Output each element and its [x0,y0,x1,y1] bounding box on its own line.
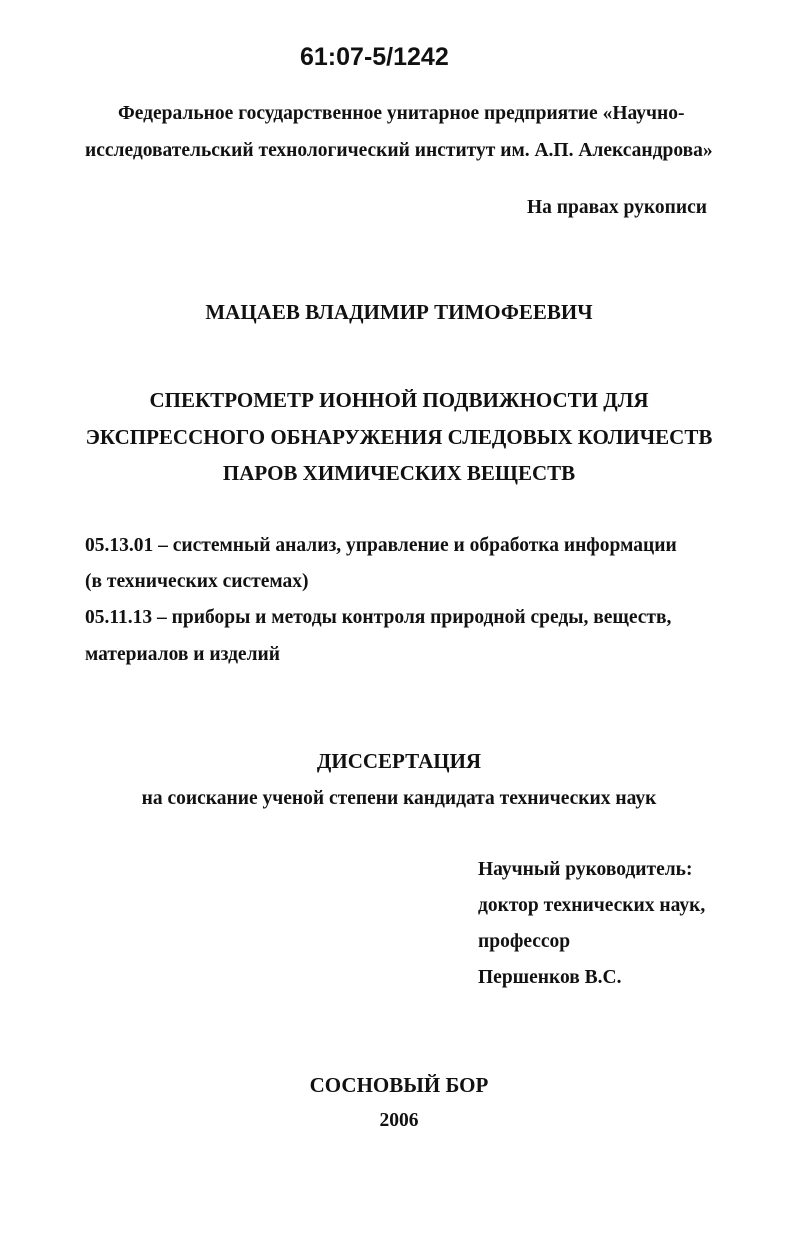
title-line-1: СПЕКТРОМЕТР ИОННОЙ ПОДВИЖНОСТИ ДЛЯ [149,388,649,412]
registry-code: 61:07-5/1242 [300,43,449,71]
supervisor-label: Научный руководитель: [478,859,693,880]
manuscript-rights: На правах рукописи [527,197,707,218]
specialty-1-line-1: 05.13.01 – системный анализ, управление и обработка информации [85,535,677,556]
organization-line-2: исследовательский технологический институт им. А.П. Александрова» [85,140,713,161]
title-line-2: ЭКСПРЕССНОГО ОБНАРУЖЕНИЯ СЛЕДОВЫХ КОЛИЧЕСТВ [85,425,713,449]
specialty-1-line-2: (в технических системах) [85,571,309,592]
specialty-2-line-1: 05.11.13 – приборы и методы контроля природной среды, веществ, [85,607,672,628]
degree-sought: на соискание ученой степени кандидата технических наук [141,788,657,809]
city: СОСНОВЫЙ БОР [309,1073,489,1097]
year: 2006 [379,1110,419,1131]
document-type: ДИССЕРТАЦИЯ [316,749,482,773]
supervisor-rank: профессор [478,931,571,952]
supervisor-name: Першенков В.С. [478,967,622,988]
organization-line-1: Федеральное государственное унитарное предприятие «Научно- [118,103,685,124]
supervisor-degree: доктор технических наук, [478,895,706,916]
title-line-3: ПАРОВ ХИМИЧЕСКИХ ВЕЩЕСТВ [222,461,576,485]
specialty-2-line-2: материалов и изделий [85,644,280,665]
author-name: МАЦАЕВ ВЛАДИМИР ТИМОФЕЕВИЧ [205,300,593,324]
